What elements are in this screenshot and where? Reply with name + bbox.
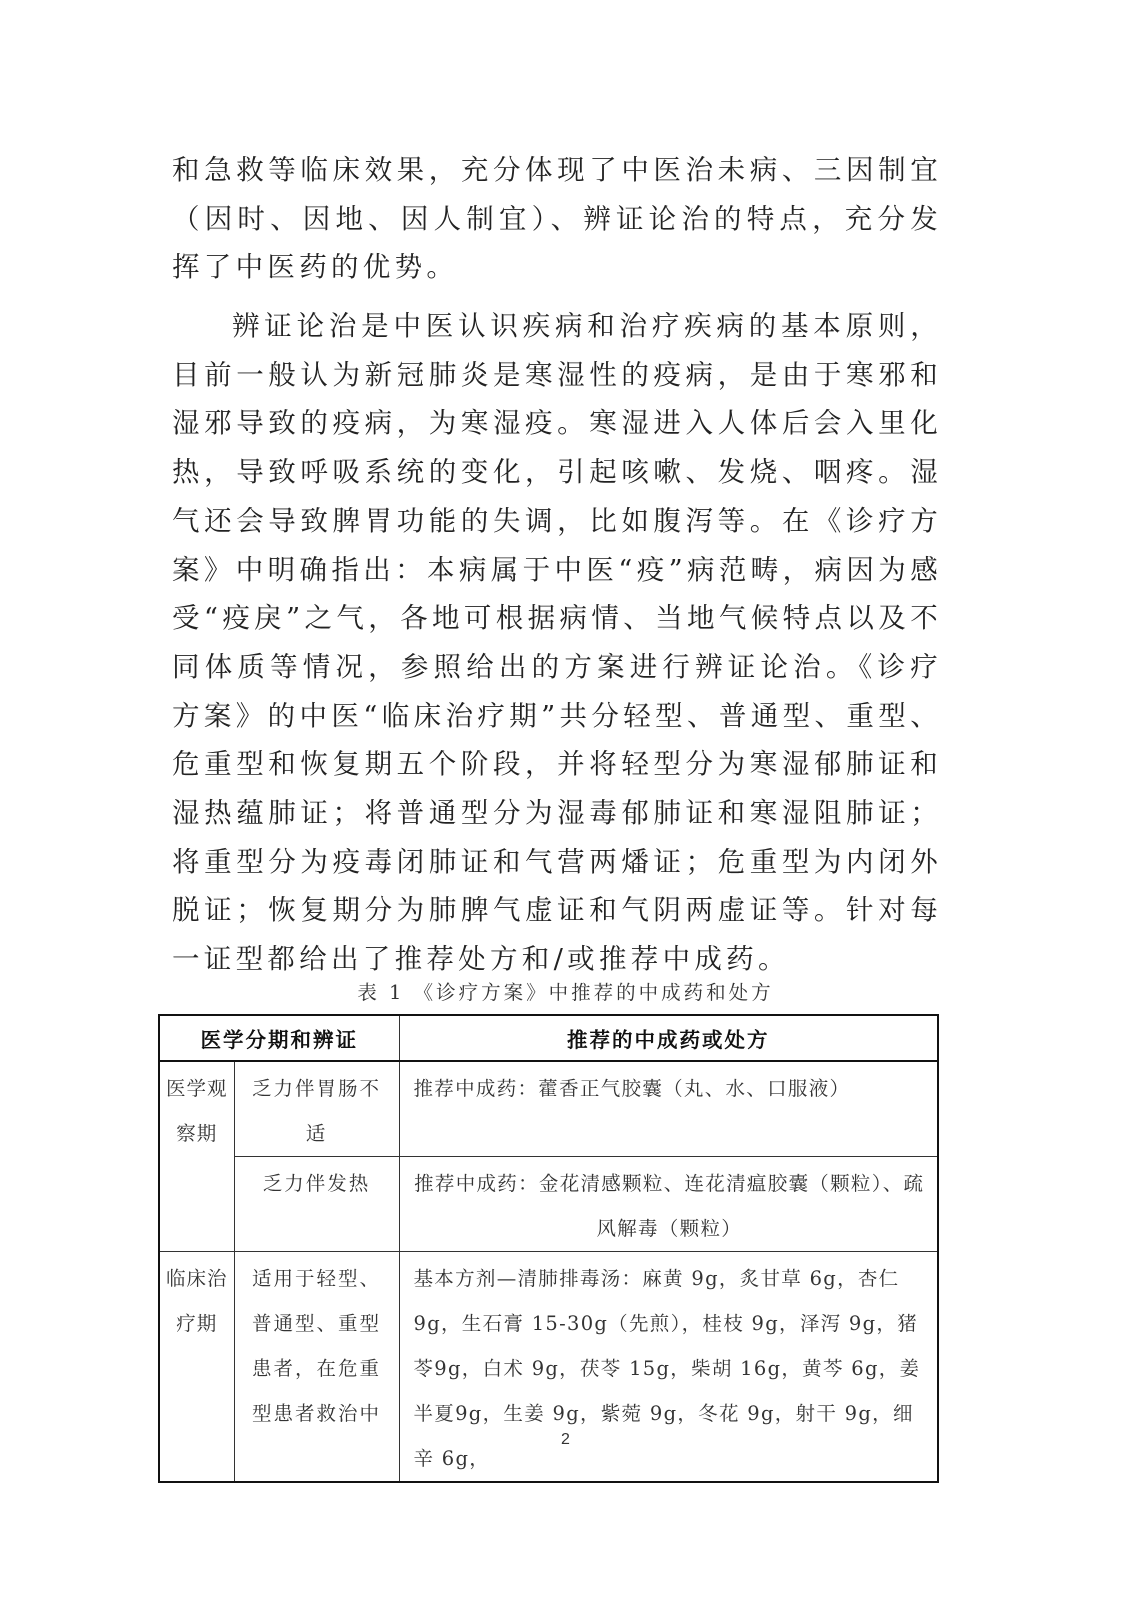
recommendation-cell: 基本方剂—清肺排毒汤：麻黄 9g，炙甘草 6g，杏仁9g，生石膏 15-30g（先煎），桂枝 9g，泽泻 9g，猪苓9g，白术 9g，茯苓 15g，柴胡 16g，黄芩 6g，姜半夏9g，生姜 9g，紫菀 9g，冬花 9g，射干 9g，细辛 6g， (399, 1252, 938, 1483)
recommendation-table (158, 1014, 939, 1483)
symptom-cell: 适用于轻型、普通型、重型患者，在危重型患者救治中 (234, 1252, 399, 1483)
table-caption: 表 1 《诊疗方案》中推荐的中成药和处方 (357, 981, 774, 1004)
body-paragraph-2: 辨证论治是中医认识疾病和治疗疾病的基本原则，目前一般认为新冠肺炎是寒湿性的疫病，是由于寒邪和湿邪导致的疫病，为寒湿疫。寒湿进入人体后会入里化热，导致呼吸系统的变化，引起咳嗽、发烧、咽疼。湿气还会导致脾胃功能的失调，比如腹泻等。在《诊疗方案》中明确指出：本病属于中医“疫”病范畴，病因为感受“疫戾”之气，各地可根据病情、当地气候特点以及不同体质等情况，参照给出的方案进行辨证论治。《诊疗方案》的中医“临床治疗期”共分轻型、普通型、重型、危重型和恢复期五个阶段，并将轻型分为寒湿郁肺证和湿热蕴肺证；将普通型分为湿毒郁肺证和寒湿阻肺证；将重型分为疫毒闭肺证和气营两燔证；危重型为内闭外脱证；恢复期分为肺脾气虚证和气阴两虚证等。针对每一证型都给出了推荐处方和/或推荐中成药。 (172, 310, 942, 976)
recommendation-cell: 推荐中成药：金花清感颗粒、连花清瘟胶囊（颗粒）、疏风解毒（颗粒） (399, 1157, 938, 1252)
page-number: 2 (561, 1431, 570, 1448)
table-row (159, 1061, 938, 1157)
recommendation-cell: 推荐中成药：藿香正气胶囊（丸、水、口服液） (399, 1061, 938, 1157)
header-stage-and-syndrome: 医学分期和辨证 (159, 1015, 399, 1061)
table-header-row (159, 1015, 938, 1061)
symptom-cell: 乏力伴胃肠不适 (234, 1061, 399, 1157)
table-row (159, 1157, 938, 1252)
header-recommendation: 推荐的中成药或处方 (399, 1015, 938, 1061)
body-paragraph-1: 和急救等临床效果，充分体现了中医治未病、三因制宜（因时、因地、因人制宜）、辨证论治的特点，充分发挥了中医药的优势。 (172, 154, 942, 284)
stage-cell-treatment: 临床治疗期 (159, 1252, 234, 1483)
symptom-cell: 乏力伴发热 (234, 1157, 399, 1252)
stage-cell-observation: 医学观察期 (159, 1061, 234, 1252)
